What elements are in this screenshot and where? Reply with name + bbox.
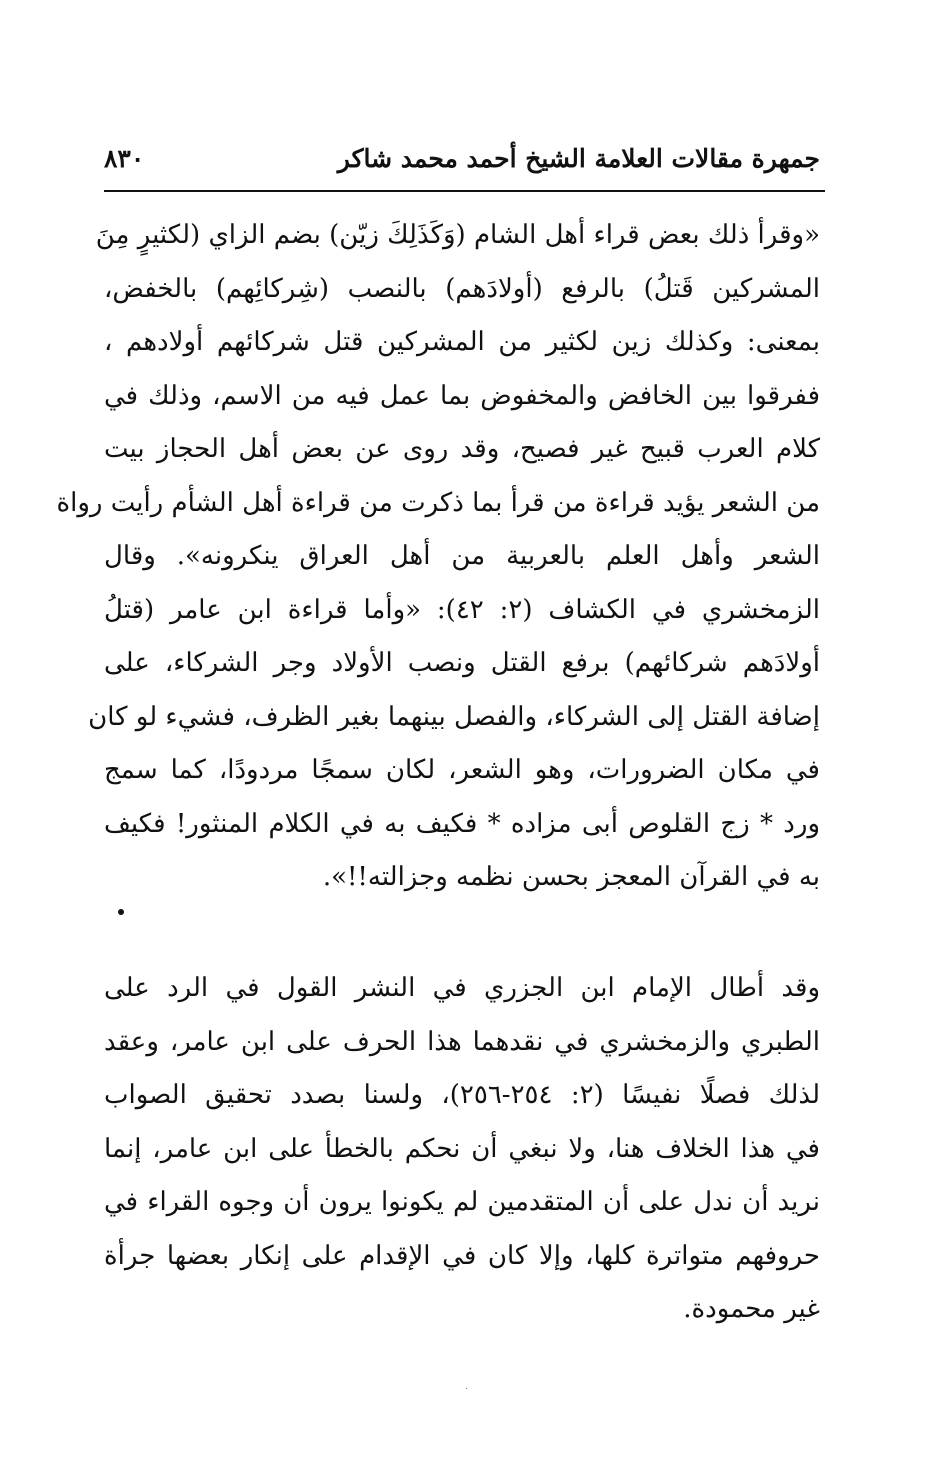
running-header [104,138,820,184]
text-line: الشعر وأهل العلم بالعربية من أهل العراق ينكرونه». وقال [104,541,820,571]
text-line: أولادَهم شركائهم) برفع القتل ونصب الأولاد وجر الشركاء، على [104,648,820,678]
header-divider [104,190,825,192]
text-line: غير محمودة. [683,1294,820,1324]
text-line: به في القرآن المعجز بحسن نظمه وجزالته!!». [322,862,820,892]
page-number: ٨٣٠ [104,144,145,173]
text-line: في هذا الخلاف هنا، ولا نبغي أن نحكم بالخطأ على ابن عامر، إنما [104,1133,820,1164]
text-line: الزمخشري في الكشاف (٢: ٤٢): «وأما قراءة ابن عامر (قتلُ [104,594,820,625]
paragraph-commentary [104,962,820,1337]
text-line: بمعنى: وكذلك زين لكثير من المشركين قتل شركائهم أولادهم ، [104,327,820,357]
text-line: في مكان الضرورات، وهو الشعر، لكان سمجًا مردودًا، كما سمج [104,755,820,785]
margin-dot [118,909,124,915]
book-title: جمهرة مقالات العلامة الشيخ أحمد محمد شاكر [337,144,820,173]
text-line: «وقرأ ذلك بعض قراء أهل الشام (وَكَذَلِكَ زيّن) بضم الزاي (لكثيرٍ مِنَ [95,220,820,250]
text-line: حروفهم متواترة كلها، وإلا كان في الإقدام على إنكار بعضها جرأة [104,1240,820,1271]
text-line: من الشعر يؤيد قراءة من قرأ بما ذكرت من قراءة أهل الشأم رأيت رواة [56,487,820,518]
text-line: كلام العرب قبيح غير فصيح، وقد روى عن بعض أهل الحجاز بيت [104,434,820,464]
text-line: ورد * زج القلوص أبى مزاده * فكيف به في الكلام المنثور! فكيف [104,808,820,839]
text-line: المشركين قَتلُ) بالرفع (أولادَهم) بالنصب (شِركائِهم) بالخفض، [104,273,820,304]
text-line: وقد أطال الإمام ابن الجزري في النشر القول في الرد على [104,973,820,1003]
text-line: لذلك فصلًا نفيسًا (٢: ٢٥٤-٢٥٦)، ولسنا بصدد تحقيق الصواب [104,1080,820,1110]
text-line: إضافة القتل إلى الشركاء، والفصل بينهما بغير الظرف، فشيء لو كان [88,701,820,732]
text-line: الطبري والزمخشري في نقدهما هذا الحرف على ابن عامر، وعقد [104,1026,820,1057]
text-line: ففرقوا بين الخافض والمخفوض بما عمل فيه من الاسم، وذلك في [104,380,820,411]
scan-speck [466,1388,467,1389]
paragraph-quotation [56,209,820,905]
text-line: نريد أن ندل على أن المتقدمين لم يكونوا يرون أن وجوه القراء في [104,1187,820,1217]
